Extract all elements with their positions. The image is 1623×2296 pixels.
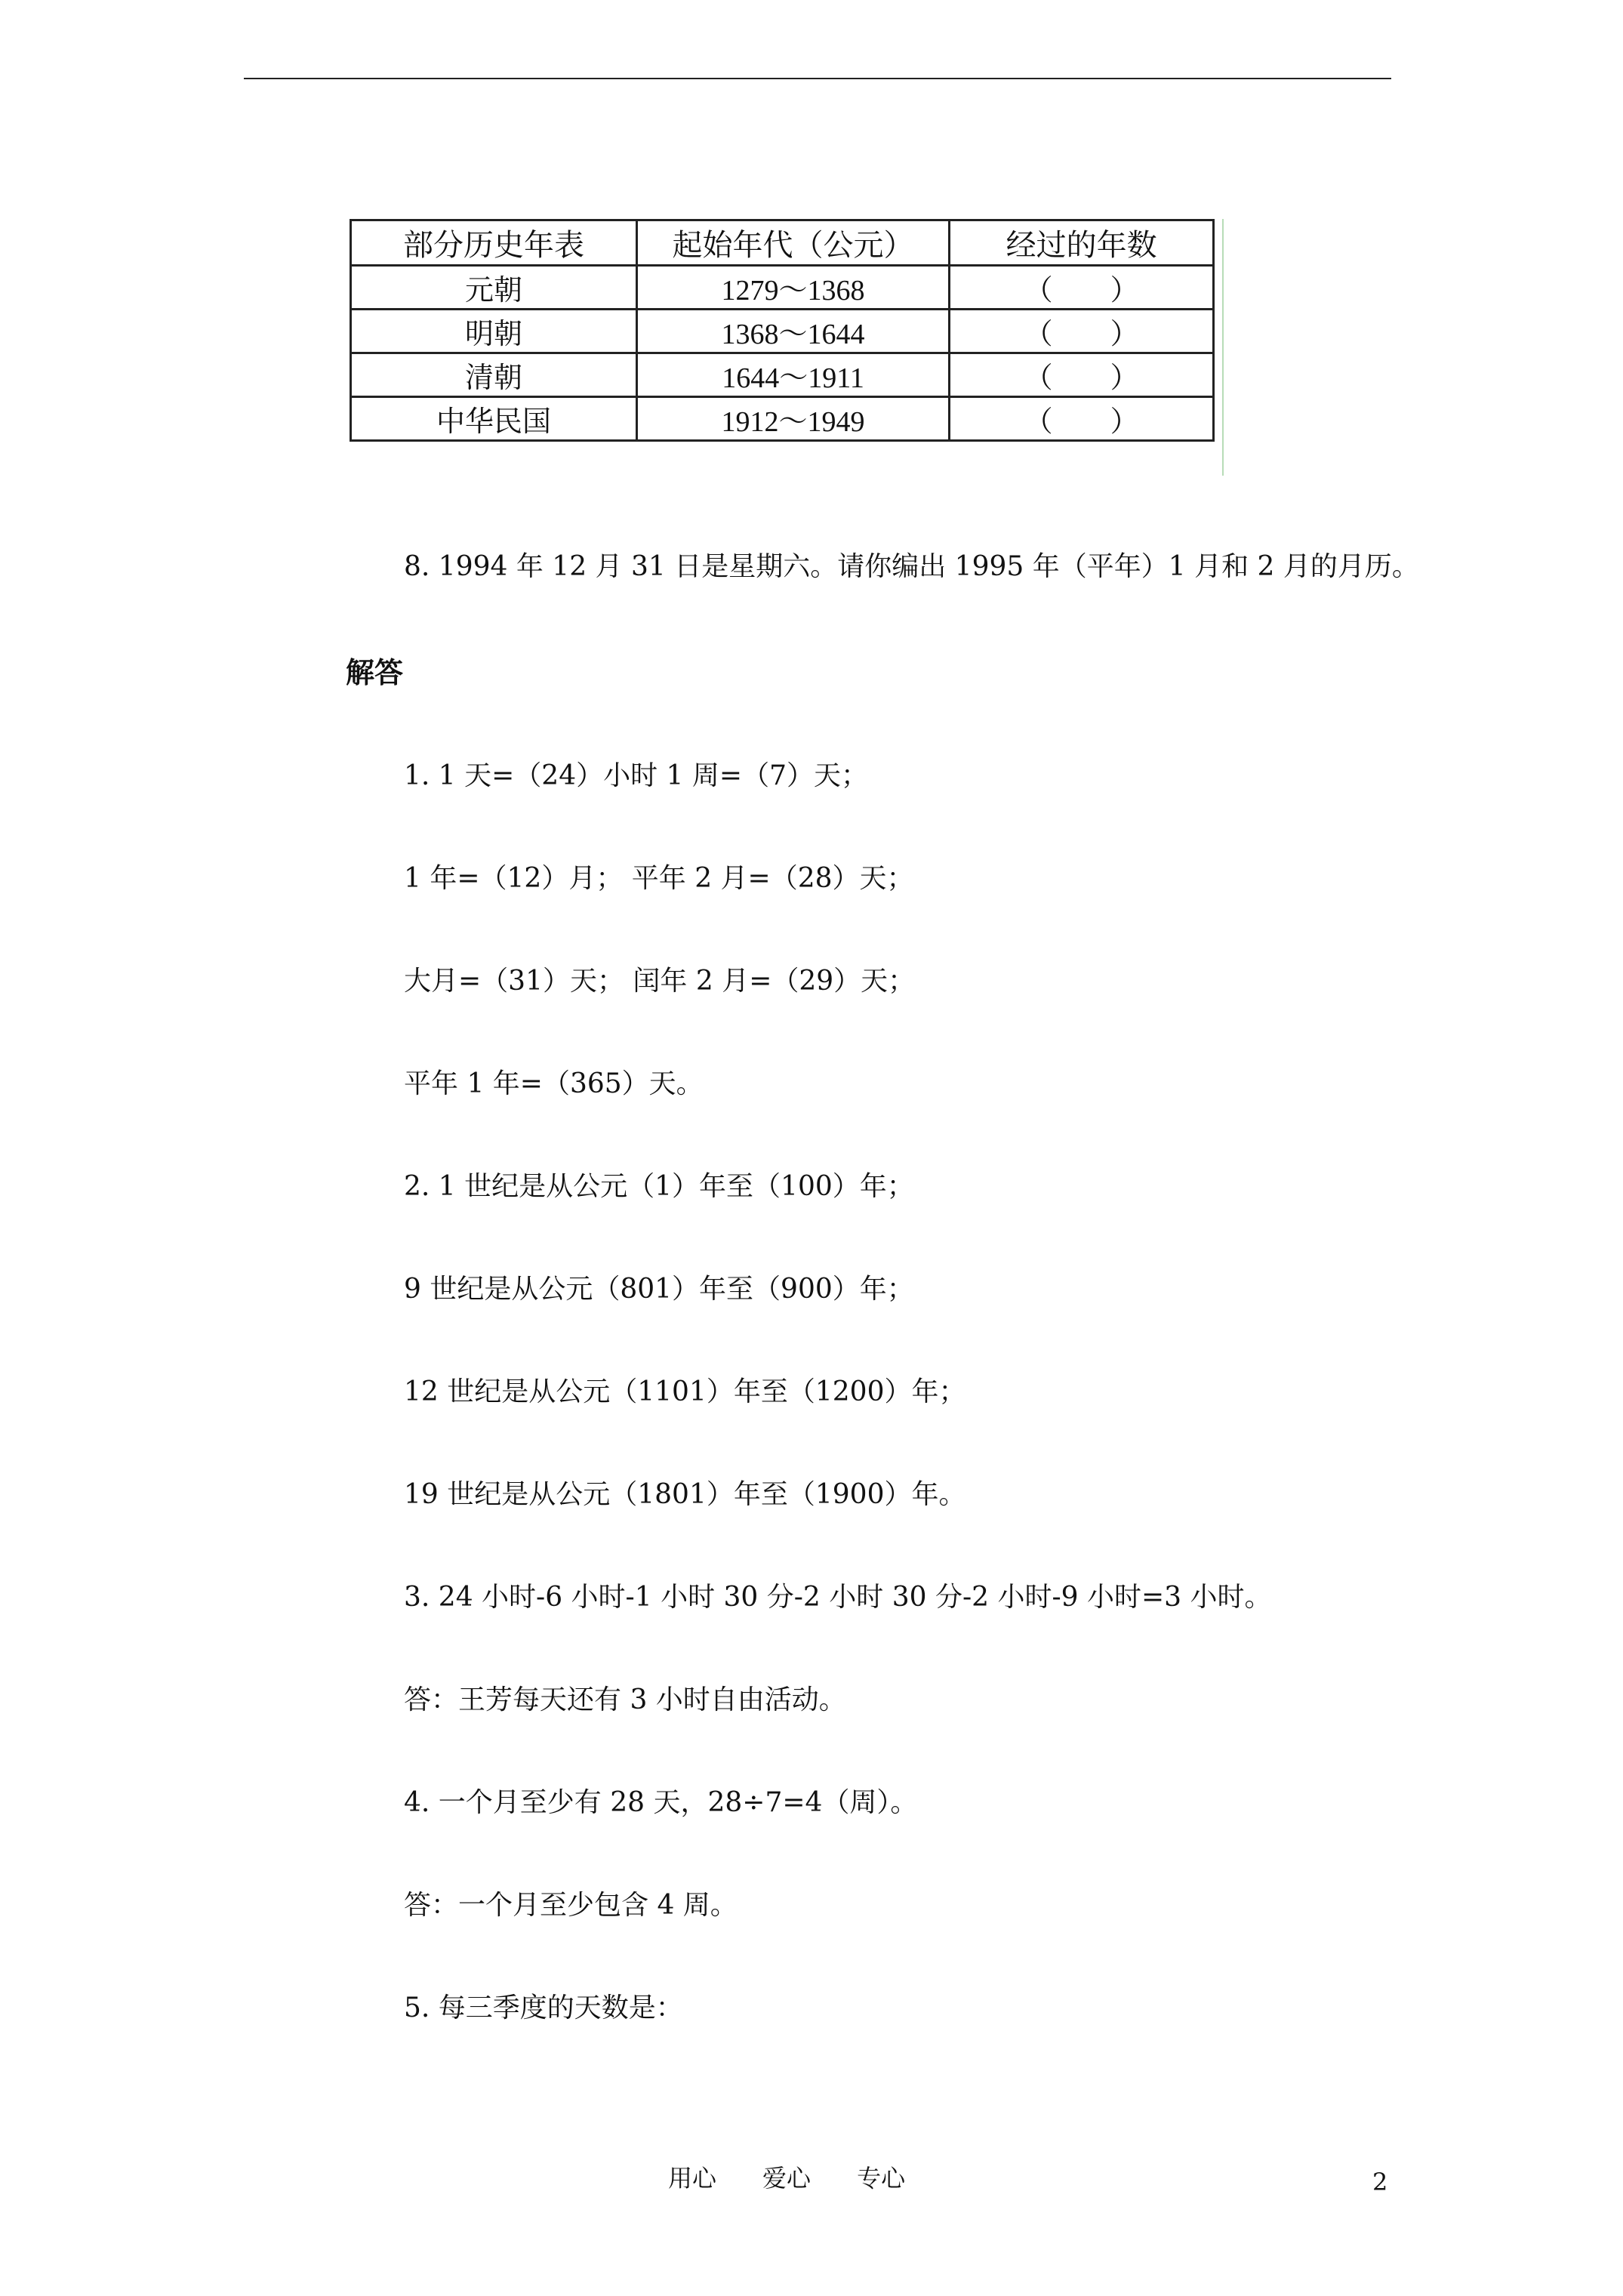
answer-line: 19 世纪是从公元（1801）年至（1900）年。 bbox=[404, 1479, 966, 1510]
header-rule bbox=[244, 78, 1391, 79]
answer-line: 1 年=（12）月； 平年 2 月=（28）天； bbox=[404, 863, 914, 894]
answer-line: 9 世纪是从公元（801）年至（900）年； bbox=[404, 1274, 914, 1305]
year-range: 1644～1911 bbox=[636, 353, 949, 397]
answer-blank: （ ） bbox=[950, 353, 1214, 397]
year-range: 1279～1368 bbox=[636, 266, 949, 310]
answer-line: 大月=（31）天； 闰年 2 月=（29）天； bbox=[404, 966, 916, 997]
table-header-cell: 起始年代（公元） bbox=[636, 220, 949, 266]
dynasty-name: 明朝 bbox=[351, 310, 637, 353]
year-range: 1368～1644 bbox=[636, 310, 949, 353]
answer-blank: （ ） bbox=[950, 310, 1214, 353]
answers-heading: 解答 bbox=[346, 656, 404, 689]
page-number: 2 bbox=[1372, 2168, 1388, 2196]
year-range: 1912～1949 bbox=[636, 397, 949, 441]
answer-line: 平年 1 年=（365）天。 bbox=[404, 1068, 704, 1099]
table-row bbox=[351, 310, 1214, 353]
table-header-row bbox=[351, 220, 1214, 266]
answer-line: 答：王芳每天还有 3 小时自由活动。 bbox=[404, 1684, 846, 1715]
table-row bbox=[351, 397, 1214, 441]
answer-line: 答：一个月至少包含 4 周。 bbox=[404, 1890, 738, 1921]
answer-line: 1. 1 天=（24）小时 1 周=（7）天； bbox=[404, 760, 868, 791]
dynasty-name: 元朝 bbox=[351, 266, 637, 310]
dynasty-name: 清朝 bbox=[351, 353, 637, 397]
history-table bbox=[350, 219, 1215, 442]
answer-line: 12 世纪是从公元（1101）年至（1200）年； bbox=[404, 1376, 966, 1407]
table-header-cell: 经过的年数 bbox=[950, 220, 1214, 266]
answer-blank: （ ） bbox=[950, 266, 1214, 310]
table-header-cell: 部分历史年表 bbox=[351, 220, 637, 266]
answer-line: 3. 24 小时-6 小时-1 小时 30 分-2 小时 30 分-2 小时-9 小时=3 小时。 bbox=[404, 1582, 1272, 1613]
answer-line: 5. 每三季度的天数是： bbox=[404, 1992, 683, 2023]
answer-line: 4. 一个月至少有 28 天，28÷7=4（周）。 bbox=[404, 1787, 918, 1818]
footer-motto: 用心 爱心 专心 bbox=[668, 2164, 906, 2193]
dynasty-name: 中华民国 bbox=[351, 397, 637, 441]
answer-line: 2. 1 世纪是从公元（1）年至（100）年； bbox=[404, 1171, 914, 1202]
table-row bbox=[351, 266, 1214, 310]
question-8: 8. 1994 年 12 月 31 日是星期六。请你编出 1995 年（平年）1 月和 2 月的月历。 bbox=[404, 551, 1419, 582]
answer-blank: （ ） bbox=[950, 397, 1214, 441]
table-row bbox=[351, 353, 1214, 397]
table-edge-line bbox=[1222, 219, 1224, 476]
